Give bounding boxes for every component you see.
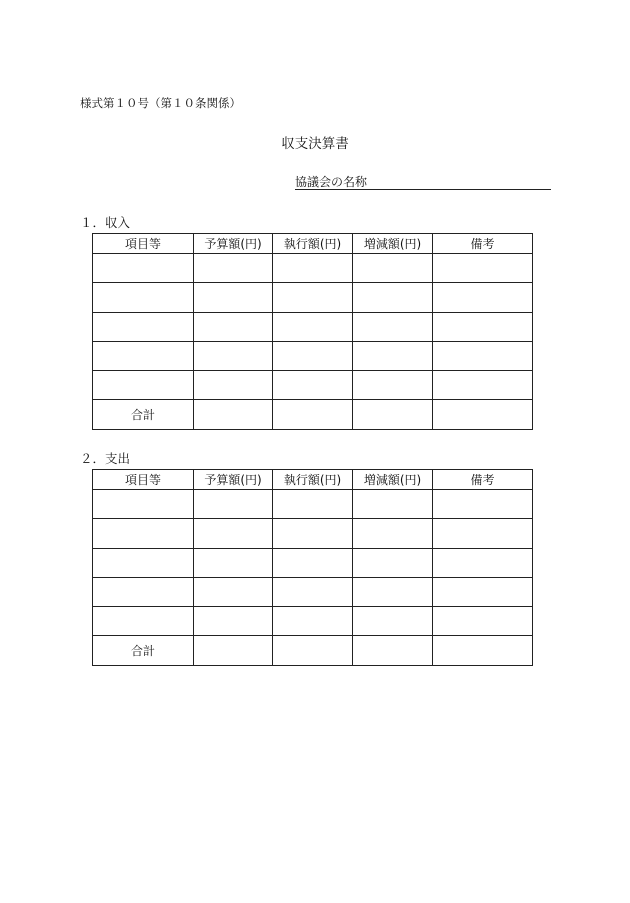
cell-remarks [433,341,533,370]
table-row [93,341,533,370]
cell-remarks [433,312,533,341]
column-header-difference: 増減額(円) [353,470,433,490]
total-cell-budget [194,400,273,429]
cell-item [93,577,194,606]
table-row [93,371,533,400]
total-cell-difference [353,636,433,665]
cell-remarks [433,283,533,312]
table-row [93,283,533,312]
column-header-budget: 予算額(円) [194,234,273,254]
total-cell-difference [353,400,433,429]
cell-item [93,254,194,283]
cell-difference [353,312,433,341]
cell-budget [194,254,273,283]
income-table [92,233,533,430]
cell-remarks [433,548,533,577]
cell-difference [353,371,433,400]
income-section-heading: １．収入 [80,215,131,230]
cell-item [93,490,194,519]
organization-name-line [295,176,551,190]
expenditure-section-heading: ２．支出 [80,451,131,466]
table-row [93,607,533,636]
column-header-item: 項目等 [93,234,194,254]
column-header-budget: 予算額(円) [194,470,273,490]
column-header-actual: 執行額(円) [273,234,353,254]
table-row [93,519,533,548]
header-row [93,234,533,254]
cell-actual [273,577,353,606]
cell-item [93,283,194,312]
total-label: 合計 [93,400,194,429]
column-header-actual: 執行額(円) [273,470,353,490]
cell-remarks [433,577,533,606]
cell-actual [273,312,353,341]
cell-actual [273,548,353,577]
cell-difference [353,283,433,312]
cell-actual [273,254,353,283]
total-cell-actual [273,400,353,429]
cell-actual [273,607,353,636]
cell-budget [194,577,273,606]
cell-difference [353,254,433,283]
cell-item [93,341,194,370]
cell-actual [273,519,353,548]
cell-item [93,371,194,400]
cell-actual [273,371,353,400]
table-row [93,254,533,283]
cell-difference [353,607,433,636]
cell-budget [194,607,273,636]
cell-difference [353,577,433,606]
cell-item [93,519,194,548]
total-cell-budget [194,636,273,665]
table-row [93,490,533,519]
cell-item [93,548,194,577]
total-label: 合計 [93,636,194,665]
cell-budget [194,283,273,312]
column-header-item: 項目等 [93,470,194,490]
total-cell-remarks [433,400,533,429]
total-row [93,400,533,429]
cell-budget [194,490,273,519]
cell-budget [194,371,273,400]
header-row [93,470,533,490]
column-header-remarks: 備考 [433,470,533,490]
cell-budget [194,519,273,548]
cell-remarks [433,490,533,519]
total-cell-actual [273,636,353,665]
total-cell-remarks [433,636,533,665]
cell-budget [194,341,273,370]
organization-name-label: 協議会の名称 [295,175,368,189]
cell-difference [353,548,433,577]
cell-remarks [433,254,533,283]
cell-item [93,607,194,636]
cell-budget [194,548,273,577]
cell-item [93,312,194,341]
cell-remarks [433,519,533,548]
document-title: 収支決算書 [281,136,349,152]
table-row [93,312,533,341]
total-row [93,636,533,665]
cell-difference [353,519,433,548]
cell-actual [273,283,353,312]
cell-difference [353,490,433,519]
cell-budget [194,312,273,341]
column-header-difference: 増減額(円) [353,234,433,254]
cell-actual [273,490,353,519]
cell-actual [273,341,353,370]
cell-difference [353,341,433,370]
cell-remarks [433,371,533,400]
expenditure-table [92,469,533,666]
table-row [93,577,533,606]
form-number: 様式第１０号（第１０条関係） [80,96,241,110]
cell-remarks [433,607,533,636]
column-header-remarks: 備考 [433,234,533,254]
table-row [93,548,533,577]
